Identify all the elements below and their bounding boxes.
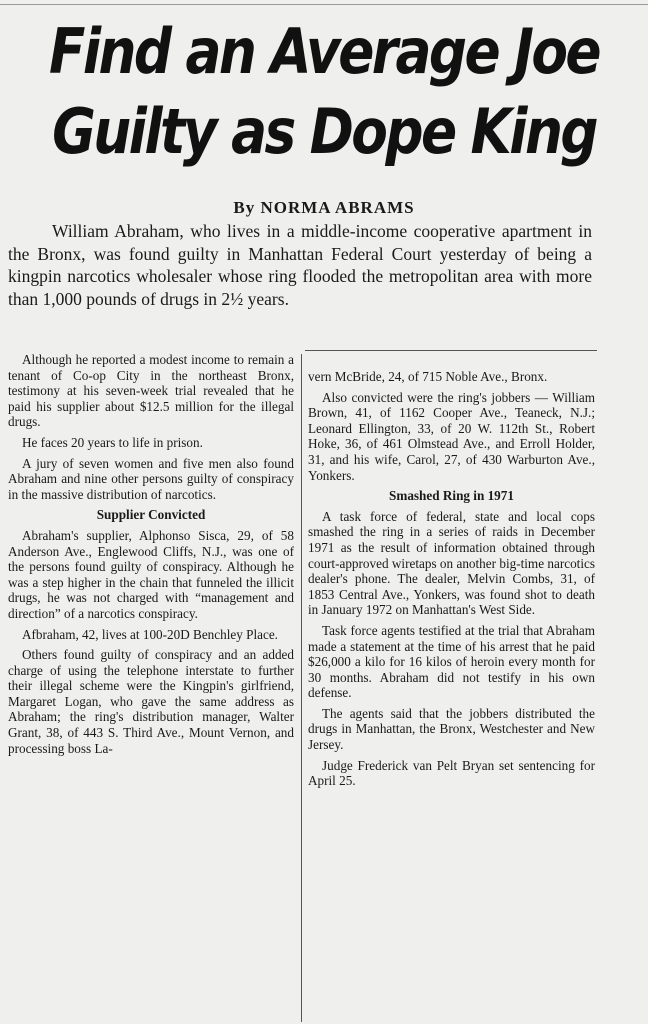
column-top-rule bbox=[305, 350, 597, 351]
column-right bbox=[308, 369, 595, 794]
lead-paragraph: William Abraham, who lives in a middle-income cooperative apartment in the Bronx, was found guilty in Manhattan Federal Court yesterday of being a kingpin narcotics wholesaler whose ring flooded the metropolitan area with more than 1,000 pounds of drugs in 2½ years. bbox=[8, 221, 592, 309]
headline-line-1: Find an Average Joe bbox=[49, 15, 599, 88]
byline: By NORMA ABRAMS bbox=[233, 198, 415, 217]
paragraph: Abraham's supplier, Alphonso Sisca, 29, of 58 Anderson Ave., Englewood Cliffs, N.J., was one of the persons found guilty of conspiracy. Although he was a step higher in the chain that funneled the illicit drugs, he was not charged with “management and direction” of a narcotics conspiracy. bbox=[8, 527, 294, 621]
paragraph: Judge Frederick van Pelt Bryan set sentencing for April 25. bbox=[308, 757, 595, 789]
paragraph-continued: vern McBride, 24, of 715 Noble Ave., Bronx. bbox=[308, 369, 548, 384]
paragraph: Others found guilty of conspiracy and an added charge of using the telephone interstate to further their illegal scheme were the Kingpin's girlfriend, Margaret Logan, who gave the same address as Abraham; the ring's distribution manager, Walter Grant, 38, of 443 S. Third Ave., Mount Vernon, and processing boss La- bbox=[8, 647, 294, 756]
headline-line-2: Guilty as Dope King bbox=[52, 95, 596, 168]
paragraph: Also convicted were the ring's jobbers — William Brown, 41, of 1162 Cooper Ave., Teaneck, N.J.; Leonard Ellington, 33, of 20 W. 112th St., Robert Hoke, 36, of 461 Olmstead Ave., and Erroll Holder, 31, and his wife, Carol, 27, of 430 Warburton Ave., Yonkers. bbox=[308, 389, 595, 483]
top-rule bbox=[0, 4, 648, 5]
lead-paragraph-block bbox=[8, 220, 592, 310]
paragraph: Afbraham, 42, lives at 100-20D Benchley Place. bbox=[22, 626, 278, 642]
paragraph: The agents said that the jobbers distributed the drugs in Manhattan, the Bronx, Westchester and New Jersey. bbox=[308, 705, 595, 753]
paragraph: He faces 20 years to life in prison. bbox=[22, 434, 203, 450]
paragraph: A jury of seven women and five men also found Abraham and nine other persons guilty of conspiracy in the massive distribution of narcotics. bbox=[8, 455, 294, 502]
paragraph: Although he reported a modest income to remain a tenant of Co-op City in the northeast Bronx, testimony at his seven-week trial revealed that he paid his supplier about $12.5 million for the illegal drugs. bbox=[8, 352, 294, 430]
subhead-supplier-convicted: Supplier Convicted bbox=[96, 507, 206, 523]
headline bbox=[45, 12, 602, 172]
paragraph: A task force of federal, state and local cops smashed the ring in a series of raids in December 1971 as the result of information obtained through court-approved wiretaps on another big-time narcotics dealer's phone. The dealer, Melvin Combs, 31, of 1853 Central Ave., Yonkers, was found shot to death in January 1972 on Manhattan's West Side. bbox=[308, 508, 595, 618]
column-divider bbox=[301, 354, 302, 1022]
subhead-smashed-ring: Smashed Ring in 1971 bbox=[389, 488, 514, 504]
paragraph: Task force agents testified at the trial that Abraham made a statement at the time of his arrest that he paid $26,000 a kilo for 16 kilos of heroin every month for 30 months. Abraham did not testify in his own defense. bbox=[308, 622, 595, 701]
column-left bbox=[8, 352, 294, 761]
